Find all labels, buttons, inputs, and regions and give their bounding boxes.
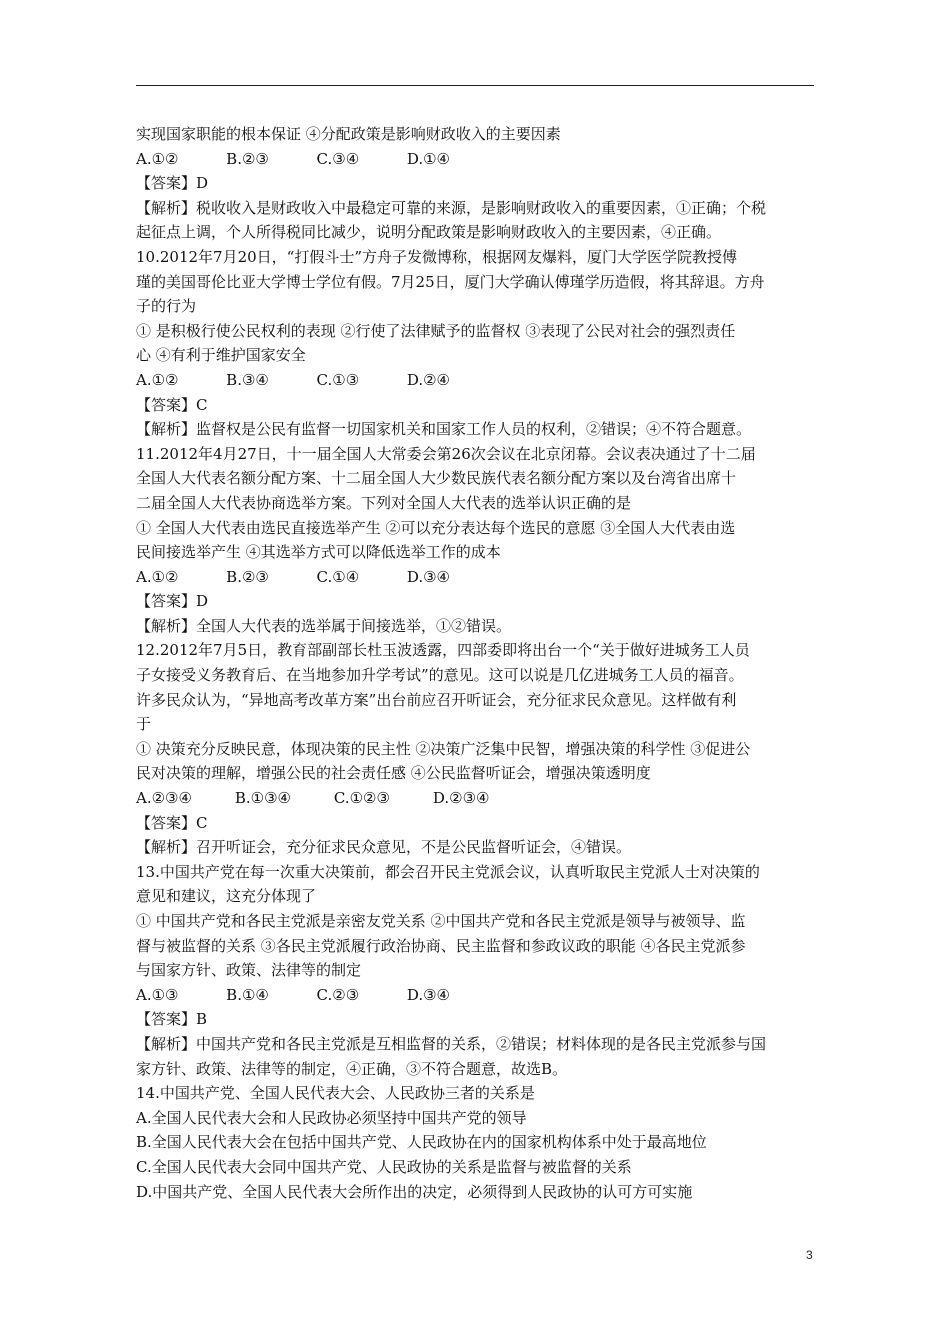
question-11-stem: 全国人大代表名额分配方案、十二届全国人大少数民族代表名额分配方案以及台湾省出席十 xyxy=(136,469,737,488)
answer-options: A.①③ B.①④ C.②③ D.③④ xyxy=(136,985,450,1004)
document-body xyxy=(136,122,816,1204)
answer-key: 【答案】D xyxy=(136,174,209,193)
answer-options: A.①② B.③④ C.①③ D.②④ xyxy=(136,370,450,389)
question-12-statements: ① 决策充分反映民意，体现决策的民主性 ②决策广泛集中民智，增强决策的科学性 ③促进公 xyxy=(136,739,751,758)
explanation-line: 【解析】监督权是公民有监督一切国家机关和国家工作人员的权利，②错误；④不符合题意。 xyxy=(136,420,752,439)
question-12-stem: 12.2012年7月5日，教育部副部长杜玉波透露，四部委即将出台一个“关于做好进城务工人员 xyxy=(136,641,750,660)
question-11-stem: 11.2012年4月27日，十一届全国人大常委会第26次会议在北京闭幕。会议表决通过了十二届 xyxy=(136,444,756,463)
question-11-statements: ① 全国人大代表由选民直接选举产生 ②可以充分表达每个选民的意愿 ③全国人大代表由选 xyxy=(136,518,736,537)
explanation-line: 【解析】全国人大代表的选举属于间接选举，①②错误。 xyxy=(136,616,512,635)
answer-key: 【答案】C xyxy=(136,813,208,832)
question-12-statements: 民对决策的理解，增强公民的社会责任感 ④公民监督听证会，增强决策透明度 xyxy=(136,764,651,783)
question-13-stem: 意见和建议，这充分体现了 xyxy=(136,887,317,906)
explanation-line: 【解析】召开听证会，充分征求民众意见，不是公民监督听证会，④错误。 xyxy=(136,838,632,857)
question-10-stem: 子的行为 xyxy=(136,297,197,316)
question-12-stem: 子女接受义务教育后、在当地参加升学考试”的意见。这可以说是几亿进城务工人员的福音。 xyxy=(136,666,744,685)
question-14-stem: 14.中国共产党、全国人民代表大会、人民政协三者的关系是 xyxy=(136,1084,535,1103)
page-number: 3 xyxy=(806,1248,813,1262)
question-14-option-a: A.全国人民代表大会和人民政协必须坚持中国共产党的领导 xyxy=(136,1108,527,1127)
answer-options: A.②③④ B.①③④ C.①②③ D.②③④ xyxy=(136,789,490,808)
answer-options: A.①② B.②③ C.①④ D.③④ xyxy=(136,567,450,586)
question-11-stem: 二届全国人大代表协商选举方案。下列对全国人大代表的选举认识正确的是 xyxy=(136,493,632,512)
answer-key: 【答案】D xyxy=(136,592,209,611)
question-12-stem: 于 xyxy=(136,715,152,734)
question-10-stem: 10.2012年7月20日，“打假斗士”方舟子发微博称，根据网友爆料，厦门大学医学院教授傅 xyxy=(136,247,737,266)
question-14-option-d: D.中国共产党、全国人民代表大会所作出的决定，必须得到人民政协的认可方可实施 xyxy=(136,1182,693,1201)
question-14-option-b: B.全国人民代表大会在包括中国共产党、人民政协在内的国家机构体系中处于最高地位 xyxy=(136,1133,707,1152)
question-12-stem: 许多民众认为，“异地高考改革方案”出台前应召开听证会，充分征求民众意见。这样做有利 xyxy=(136,690,737,709)
explanation-line: 【解析】税收收入是财政收入中最稳定可靠的来源，是影响财政收入的重要因素，①正确；个税 xyxy=(136,198,767,217)
question-13-statements: 与国家方针、政策、法律等的制定 xyxy=(136,961,362,980)
question-13-statements: 督与被监督的关系 ③各民主党派履行政治协商、民主监督和参政议政的职能 ④各民主党派参 xyxy=(136,936,746,955)
question-13-statements: ① 中国共产党和各民主党派是亲密友党关系 ②中国共产党和各民主党派是领导与被领导、监 xyxy=(136,912,746,930)
question-13-stem: 13.中国共产党在每一次重大决策前，都会召开民主党派会议，认真听取民主党派人士对决策的 xyxy=(136,862,760,881)
header-rule xyxy=(136,85,814,86)
question-10-stem: 瑾的美国哥伦比亚大学博士学位有假。7月25日，厦门大学确认傅瑾学历造假，将其辞退。方舟 xyxy=(136,272,765,291)
question-11-statements: 民间接选举产生 ④其选举方式可以降低选举工作的成本 xyxy=(136,543,501,562)
question-14-option-c: C.全国人民代表大会同中国共产党、人民政协的关系是监督与被监督的关系 xyxy=(136,1157,632,1176)
answer-options: A.①② B.②③ C.③④ D.①④ xyxy=(136,149,450,168)
question-10-statements: ① 是积极行使公民权利的表现 ②行使了法律赋予的监督权 ③表现了公民对社会的强烈责任 xyxy=(136,321,736,340)
explanation-line: 【解析】中国共产党和各民主党派是互相监督的关系，②错误；材料体现的是各民主党派参与国 xyxy=(136,1034,767,1053)
explanation-line: 家方针、政策、法律等的制定，④正确，③不符合题意，故选B。 xyxy=(136,1059,568,1078)
question-10-statements: 心 ④有利于维护国家安全 xyxy=(136,346,306,365)
text-line: 实现国家职能的根本保证 ④分配政策是影响财政收入的主要因素 xyxy=(136,125,561,143)
answer-key: 【答案】B xyxy=(136,1010,208,1029)
answer-key: 【答案】C xyxy=(136,395,208,414)
explanation-line: 起征点上调，个人所得税同比减少，说明分配政策是影响财政收入的主要因素，④正确。 xyxy=(136,223,722,242)
